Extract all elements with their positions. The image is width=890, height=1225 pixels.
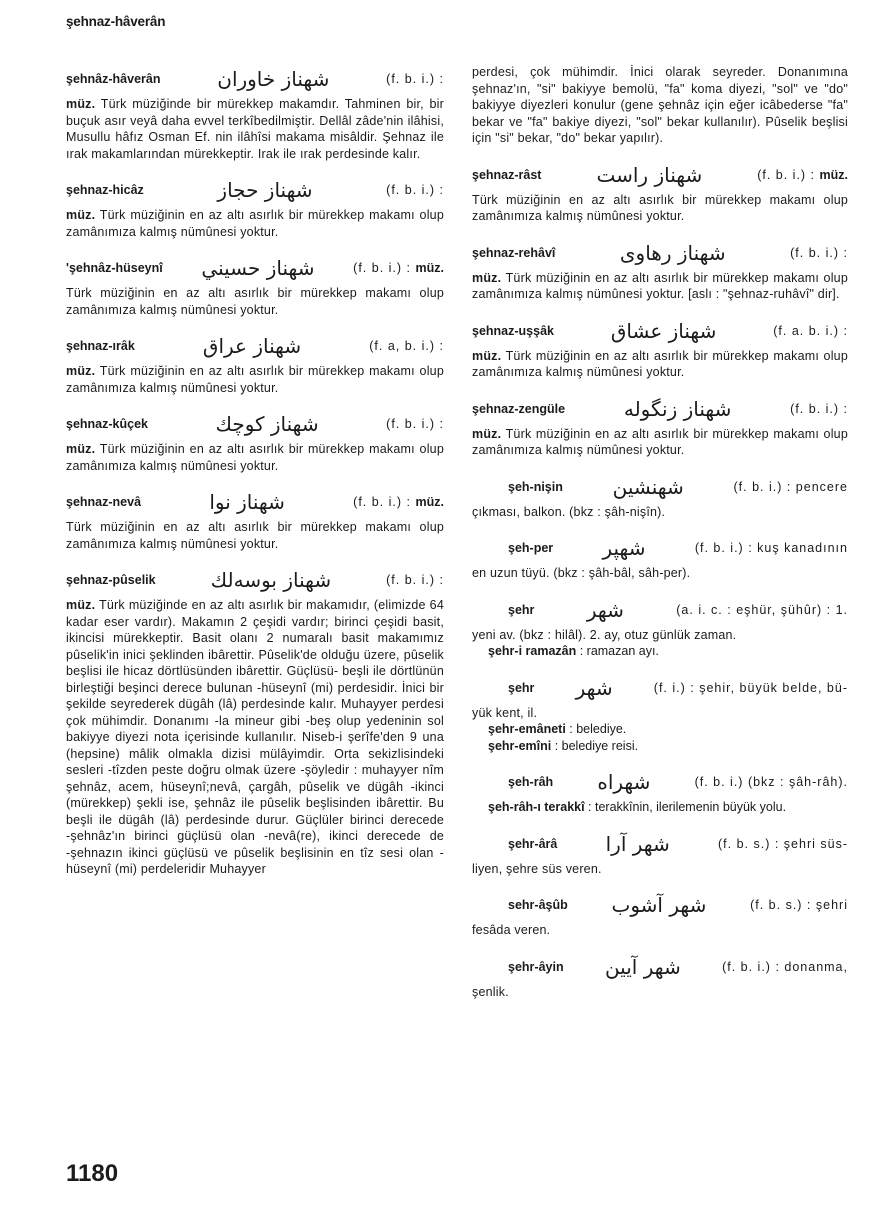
entry-seh-rah <box>472 767 848 816</box>
headword: şehr <box>508 680 535 695</box>
arabic-headword: شهراه <box>597 770 651 794</box>
definition-continued: perdesi, çok mühimdir. İnici olarak seyreder. Donanımına şehnaz'ın, "si" bakiyye bemolü, "fa" koma diyezi, "sol" ve "do" bakiyye diyezleri konulur (gene şehnâz için eğer icâbederse "fa" bekar ve "fa" bakiye diyezi, "sol" bekar kullanılır). Pûselik beşlisi için "si" bekar, "do" bekar yapılır). <box>472 65 848 145</box>
etymology: (f. b. s.) : şehri süs- <box>718 836 848 851</box>
definition-text: Türk müziğinin en az altı asırlık bir mürekkep makamı olup zamânımıza kalmış nümûnesi yoktur. <box>66 442 444 473</box>
definition <box>472 705 848 722</box>
headword: şeh-per <box>508 541 554 555</box>
sub-headword: şehr-i ramazân <box>488 644 577 658</box>
entry-sehnaz-puselik <box>66 565 444 878</box>
arabic-headword: شهناز رهاوى <box>619 240 726 265</box>
definition-text: Türk müziğinde bir mürekkep makamdır. Tahminen bir, bir buçuk asır veyâ daha evvel terkîbedilmiştir. Dellâl zâde'nin ilâhisi, Musullu hâfız Osman Ef. nin ilâhîsi makama misâldir. Şehnaz ile ırak makamlarından mürekkeptir. Irak ile ırak perdesinde kalır. <box>66 97 444 161</box>
entry-sehnaz-hicaz <box>66 175 444 240</box>
definition-text: yeni av. (bkz : hilâl). 2. ay, otuz günlük zaman. <box>472 627 737 642</box>
entry-head <box>66 565 444 595</box>
arabic-headword: شهناز خاوران <box>217 67 330 91</box>
etymology: (f. b. i.) : pencere <box>733 479 848 494</box>
domain-label: müz. <box>472 348 502 363</box>
headword: sehr-âşûb <box>508 898 568 912</box>
definition-text: yük kent, il. <box>472 705 538 720</box>
definition-text: Türk müziğinin en az altı asırlık bir mürekkep makamı olup zamânımıza kalmış nümûnesi yoktur. [aslı : "şehnaz-ruhâvî" dir]. <box>472 270 848 301</box>
sub-headword: şehr-emîni <box>488 738 552 753</box>
entry-head <box>472 829 848 859</box>
domain-label: müz. <box>66 598 96 612</box>
entry-sehnaz-neva <box>66 487 444 552</box>
headword: şehnaz-hicâz <box>66 183 144 197</box>
definition <box>472 984 848 1001</box>
arabic-headword: شهر <box>575 675 613 700</box>
entry-sehr-asub <box>472 890 848 939</box>
entry-head <box>472 533 848 563</box>
definition-text: Türk müziğinin en az altı asırlık bir mürekkep makamı olup zamânımıza kalmış nümûnesi yoktur. <box>472 348 848 379</box>
arabic-headword: شهناز نوا <box>209 490 285 514</box>
sub-entry <box>472 738 848 755</box>
entry-head <box>66 487 444 517</box>
arabic-headword: شهناز راست <box>596 162 703 187</box>
arabic-headword: شهر آيين <box>604 954 681 979</box>
entry-sehnaz-rast <box>472 160 848 225</box>
definition <box>472 504 848 521</box>
entry-sehnaz-ussak <box>472 316 848 381</box>
entry-head <box>472 595 848 625</box>
entry-head <box>472 472 848 502</box>
definition <box>472 627 848 644</box>
definition <box>472 192 848 225</box>
etymology: (a. i. c. : eşhür, şühûr) : 1. <box>676 602 848 617</box>
domain-label: müz. <box>66 208 96 222</box>
entry-head <box>66 409 444 439</box>
definition <box>472 922 848 939</box>
definition <box>66 519 444 552</box>
definition <box>66 285 444 318</box>
etymology: (f. b. i.) : <box>790 401 848 416</box>
entry-sehr-ara <box>472 829 848 878</box>
arabic-headword: شهنشين <box>612 474 684 499</box>
definition <box>472 565 848 582</box>
headword: şehnaz-nevâ <box>66 495 142 509</box>
arabic-headword: شهناز كوچك <box>215 412 319 436</box>
etymology: (f. b. i.) : <box>386 573 444 587</box>
arabic-headword: شهناز عشاق <box>610 318 717 343</box>
definition-text: Türk müziğinde en az altı asırlık bir makamıdır, (elimizde 64 kadar eser vardır). Makamın 2 çeşidi vardır; birinci çeşidi basit, ikincisi mürekkeptir. Basit olanı 2 numaralı basit makamımız pûselik'in inici şeklinden ibârettir. Pûselik'de olduğu üzere, pûselik beşlisi ile hicaz dörtlüsünden ibârettir. Güçlüsü- beşli ile dörtlünün birleştiği beşinci derece bulunan -hüseynî (mi) perdesidir. İnici bir şekilde seyrederek dügâh (lâ) perdesinde kalır. Muhayyer perdesi çok mühimdir. Donanımı -la mineur gibi -beş olup yedeninin sol bakiyye diyezi nota içerisinde kullanılır. Niseb-i şerîfe'den 9 una (hepsine) mâlik olmakla dizisi mülâyimdir. Orta sekizlisindeki sesleri -tîzden peste doğru olmak üzere -şöyledir : muhayyer nîm şehnâz, acem, hüseynî;nevâ, çargâh, pûselik ve dügâh -ikinci (mürekkep) şekli ise, şehnâz ile pûselik beşlisinden ibârettir. Bu beşli ile dügâh (lâ) perdesinde durur. Güçlüler birinci derecede -şehnâz'ın birinci güçlüsü olan -nevâ(re), ikinci derecede de -şehnazın ikinci güçlüsü ve pûselik beşlisinin en tîz sesi olan -hüseynî (mi) perdeleridir Muhayyer <box>66 598 444 876</box>
arabic-headword: شهناز بوسه‌لك <box>210 568 332 592</box>
headword: şehnaz-kûçek <box>66 417 148 431</box>
definition-text: Türk müziğinin en az altı asırlık bir mürekkep makamı olup zamânımıza kalmış nümûnesi yoktur. <box>66 520 444 551</box>
domain-label: müz. <box>66 442 96 456</box>
entry-head <box>472 160 848 190</box>
definition <box>66 207 444 240</box>
headword: şehnaz-pûselik <box>66 573 156 587</box>
etymology: (f. b. i.) : <box>386 183 444 197</box>
etymology: (f. b. i.) : <box>386 417 444 431</box>
entry-head <box>472 673 848 703</box>
definition-text: şenlik. <box>472 984 509 999</box>
entry-sehnaz-zengule <box>472 394 848 459</box>
headword: şehnâz-hâverân <box>66 72 161 86</box>
etymology: (f. b. i.) (bkz : şâh-râh). <box>694 775 848 789</box>
sub-headword: şehr-emâneti <box>488 722 566 736</box>
definition-text: en uzun tüyü. (bkz : şâh-bâl, sâh-per). <box>472 566 691 580</box>
definition-text: fesâda veren. <box>472 923 551 937</box>
entry-head <box>472 952 848 982</box>
definition-text: Türk müziğinin en az altı asırlık bir mürekkep makamı olup zamânımıza kalmış nümûnesi yoktur. <box>66 364 444 395</box>
definition <box>472 426 848 459</box>
definition <box>472 348 848 381</box>
entry-sehnaz-irak <box>66 331 444 396</box>
definition <box>66 597 444 878</box>
etymology: (f. b. i.) : kuş kanadının <box>694 541 848 555</box>
headword: şehnaz-râst <box>472 167 542 182</box>
etymology <box>353 495 444 509</box>
arabic-headword: شهناز عراق <box>202 334 302 358</box>
etymology: (f. a, b. i.) : <box>369 339 444 353</box>
definition <box>472 861 848 878</box>
headword: 'şehnâz-hüseynî <box>66 261 163 275</box>
entry-sehnaz-rehavi <box>472 238 848 303</box>
entry-head <box>472 890 848 920</box>
entry-sehnaz-huseyni <box>66 253 444 318</box>
left-column <box>66 64 444 891</box>
entry-seh-nisin <box>472 472 848 521</box>
headword: şeh-nişin <box>508 479 563 494</box>
etymology: (f. b. i.) : <box>386 72 444 86</box>
sub-definition: : belediye. <box>565 722 627 736</box>
entry-sehr-month <box>472 595 848 660</box>
arabic-headword: شهپر <box>602 536 646 560</box>
entry-sehr-ayin <box>472 952 848 1001</box>
etymology: (f. b. i.) : <box>790 245 848 260</box>
arabic-headword: شهر آشوب <box>611 893 707 917</box>
arabic-headword: شهر آرا <box>605 831 670 856</box>
entry-sehnaz-haveran <box>66 64 444 162</box>
entry-seh-per <box>472 533 848 582</box>
definition <box>66 96 444 162</box>
entry-head <box>472 316 848 346</box>
headword: şeh-râh <box>508 775 554 789</box>
arabic-headword: شهر <box>586 597 624 622</box>
definition-text: Türk müziğinin en az altı asırlık bir mürekkep makamı olup zamânımıza kalmış nümûnesi yoktur. <box>472 192 848 223</box>
entry-head <box>66 253 444 283</box>
entry-head <box>472 394 848 424</box>
sub-definition: : terakkînin, ilerilemenin büyük yolu. <box>584 800 787 814</box>
domain-label: müz. <box>472 426 502 441</box>
entry-head <box>66 175 444 205</box>
etymology: (f. a. b. i.) : <box>773 323 848 338</box>
headword: şehr-ârâ <box>508 836 558 851</box>
definition-text: Türk müziğinin en az altı asırlık bir mürekkep makamı olup zamânımıza kalmış nümûnesi yoktur. <box>66 286 444 317</box>
arabic-headword: شهناز زنگوله <box>623 396 732 421</box>
definition <box>66 363 444 396</box>
definition-text: Türk müziğinin en az altı asırlık bir mürekkep makamı olup zamânımıza kalmış nümûnesi yoktur. <box>66 208 444 239</box>
entry-head <box>66 331 444 361</box>
etymology <box>353 261 444 275</box>
sub-definition: : belediye reisi. <box>551 738 639 753</box>
page-number: 1180 <box>66 1160 119 1187</box>
etymology: (f. b. s.) : şehri <box>750 898 848 912</box>
headword: şehr <box>508 602 535 617</box>
entry-head <box>66 64 444 94</box>
entry-head <box>472 238 848 268</box>
entry-sehnaz-kucek <box>66 409 444 474</box>
domain-label: müz. <box>472 270 502 285</box>
entry-sehr-city <box>472 673 848 755</box>
right-column <box>472 64 848 1013</box>
etymology-text: (f. b. i.) : <box>757 167 816 182</box>
definition-text: Türk müziğinin en az altı asırlık bir mürekkep makamı olup zamânımıza kalmış nümûnesi yoktur. <box>472 426 848 457</box>
headword: şehnaz-zengüle <box>472 401 566 416</box>
domain-label: müz. <box>66 364 96 378</box>
sub-entry <box>472 721 848 738</box>
arabic-headword: شهناز حجاز <box>217 178 313 202</box>
domain-label: müz. <box>819 167 848 182</box>
etymology <box>757 168 848 182</box>
domain-label: müz. <box>66 97 96 111</box>
etymology-text: (f. b. i.) : <box>353 261 412 275</box>
entry-continuation <box>472 64 848 147</box>
etymology: (f. i.) : şehir, büyük belde, bü- <box>653 680 848 695</box>
arabic-headword: شهناز حسيني <box>201 256 315 280</box>
sub-entry <box>472 799 848 816</box>
definition <box>472 270 848 303</box>
etymology: (f. b. i.) : donanma, <box>722 959 848 974</box>
headword: şehnaz-ırâk <box>66 339 135 353</box>
sub-headword: şeh-râh-ı terakkî <box>488 800 585 814</box>
sub-entry <box>472 643 848 660</box>
sub-definition: : ramazan ayı. <box>576 644 659 658</box>
headword: şehnaz-uşşâk <box>472 323 554 338</box>
definition-text: liyen, şehre süs veren. <box>472 861 602 876</box>
headword: şehnaz-rehâvî <box>472 245 556 260</box>
domain-label: müz. <box>415 261 444 275</box>
definition-text: çıkması, balkon. (bkz : şâh-nişîn). <box>472 504 666 519</box>
running-head: şehnaz-hâverân <box>66 14 166 29</box>
domain-label: müz. <box>415 495 444 509</box>
headword: şehr-âyin <box>508 959 564 974</box>
etymology-text: (f. b. i.) : <box>353 495 412 509</box>
definition <box>66 441 444 474</box>
entry-head <box>472 767 848 797</box>
